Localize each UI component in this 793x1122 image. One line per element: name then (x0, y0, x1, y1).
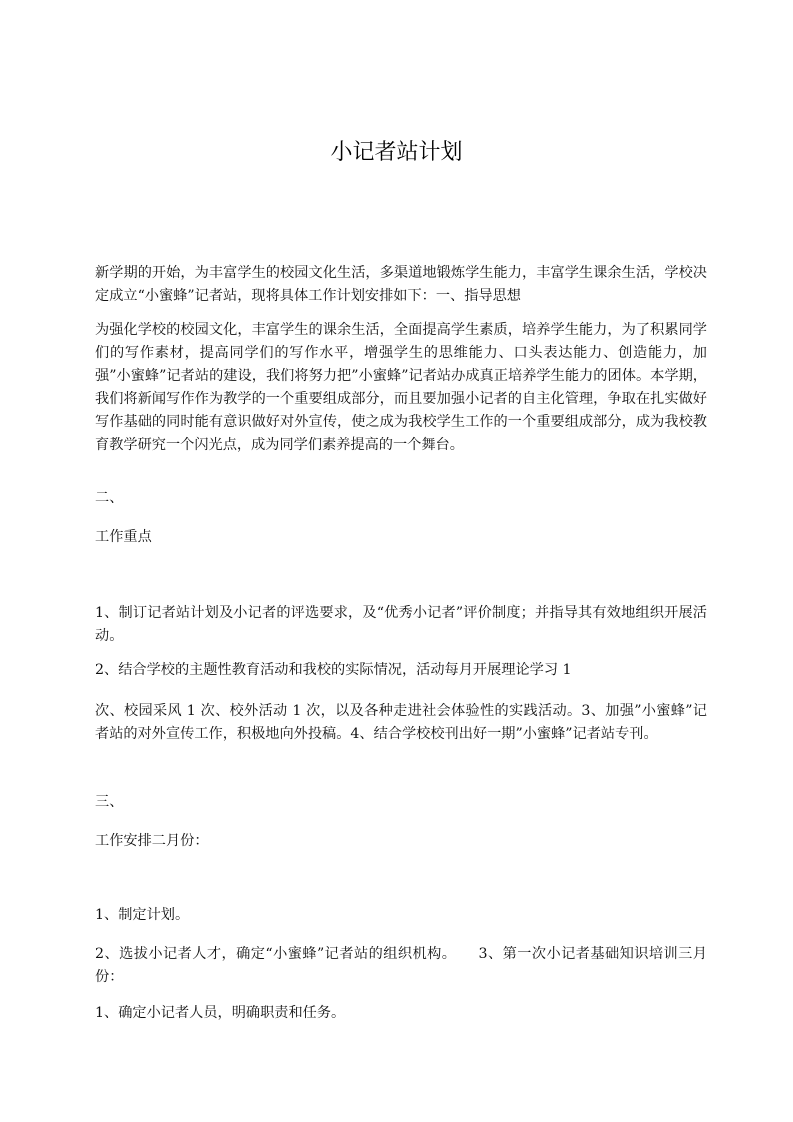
section-three-heading: 工作安排二月份： (95, 833, 209, 849)
section-two-number: 二、 (95, 490, 124, 506)
section-two-heading: 工作重点 (95, 529, 152, 545)
february-item-1: 1、制定计划。 (95, 907, 190, 923)
march-item-1: 1、确定小记者人员，明确职责和任务。 (95, 1005, 346, 1021)
document-title: 小记者站计划 (330, 140, 463, 165)
guiding-principle-paragraph: 为强化学校的校园文化，丰富学生的课余生活，全面提高学生素质，培养学生能力，为了积累同学们的写作素材，提高同学们的写作水平，增强学生的思维能力、口头表达能力、创造能力，加强”小蜜蜂”记者站的建设，我们将努力把”小蜜蜂”记者站办成真正培养学生能力的团体。本学期，我们将新闻写作作为教学的一个重要组成部分，而且要加强小记者的自主化管理，争取在扎实做好写作基础的同时能有意识做好对外宣传，使之成为我校学生工作的一个重要组成部分，成为我校教育教学研究一个闪光点，成为同学们素养提高的一个舞台。 (95, 322, 707, 453)
focus-item-2: 2、结合学校的主题性教育活动和我校的实际情况，活动每月开展理论学习 1 (95, 662, 572, 678)
section-three-number: 三、 (95, 794, 124, 810)
intro-paragraph: 新学期的开始，为丰富学生的校园文化生活，多渠道地锻炼学生能力，丰富学生课余生活，学校决定成立“小蜜蜂”记者站，现将具体工作计划安排如下：一、指导思想 (95, 265, 707, 304)
february-item-2-3: 2、选拔小记者人才，确定“小蜜蜂”记者站的组织机构。 3、第一次小记者基础知识培训三月份： (95, 946, 707, 985)
focus-item-2-continued: 次、校园采风 1 次、校外活动 1 次，以及各种走进社会体验性的实践活动。3、加强”小蜜蜂”记者站的对外宣传工作，积极地向外投稿。4、结合学校校刊出好一期”小蜜蜂”记者站专刊。 (95, 703, 707, 742)
focus-item-1: 1、制订记者站计划及小记者的评选要求，及“优秀小记者”评价制度；并指导其有效地组织开展活动。 (95, 605, 707, 644)
